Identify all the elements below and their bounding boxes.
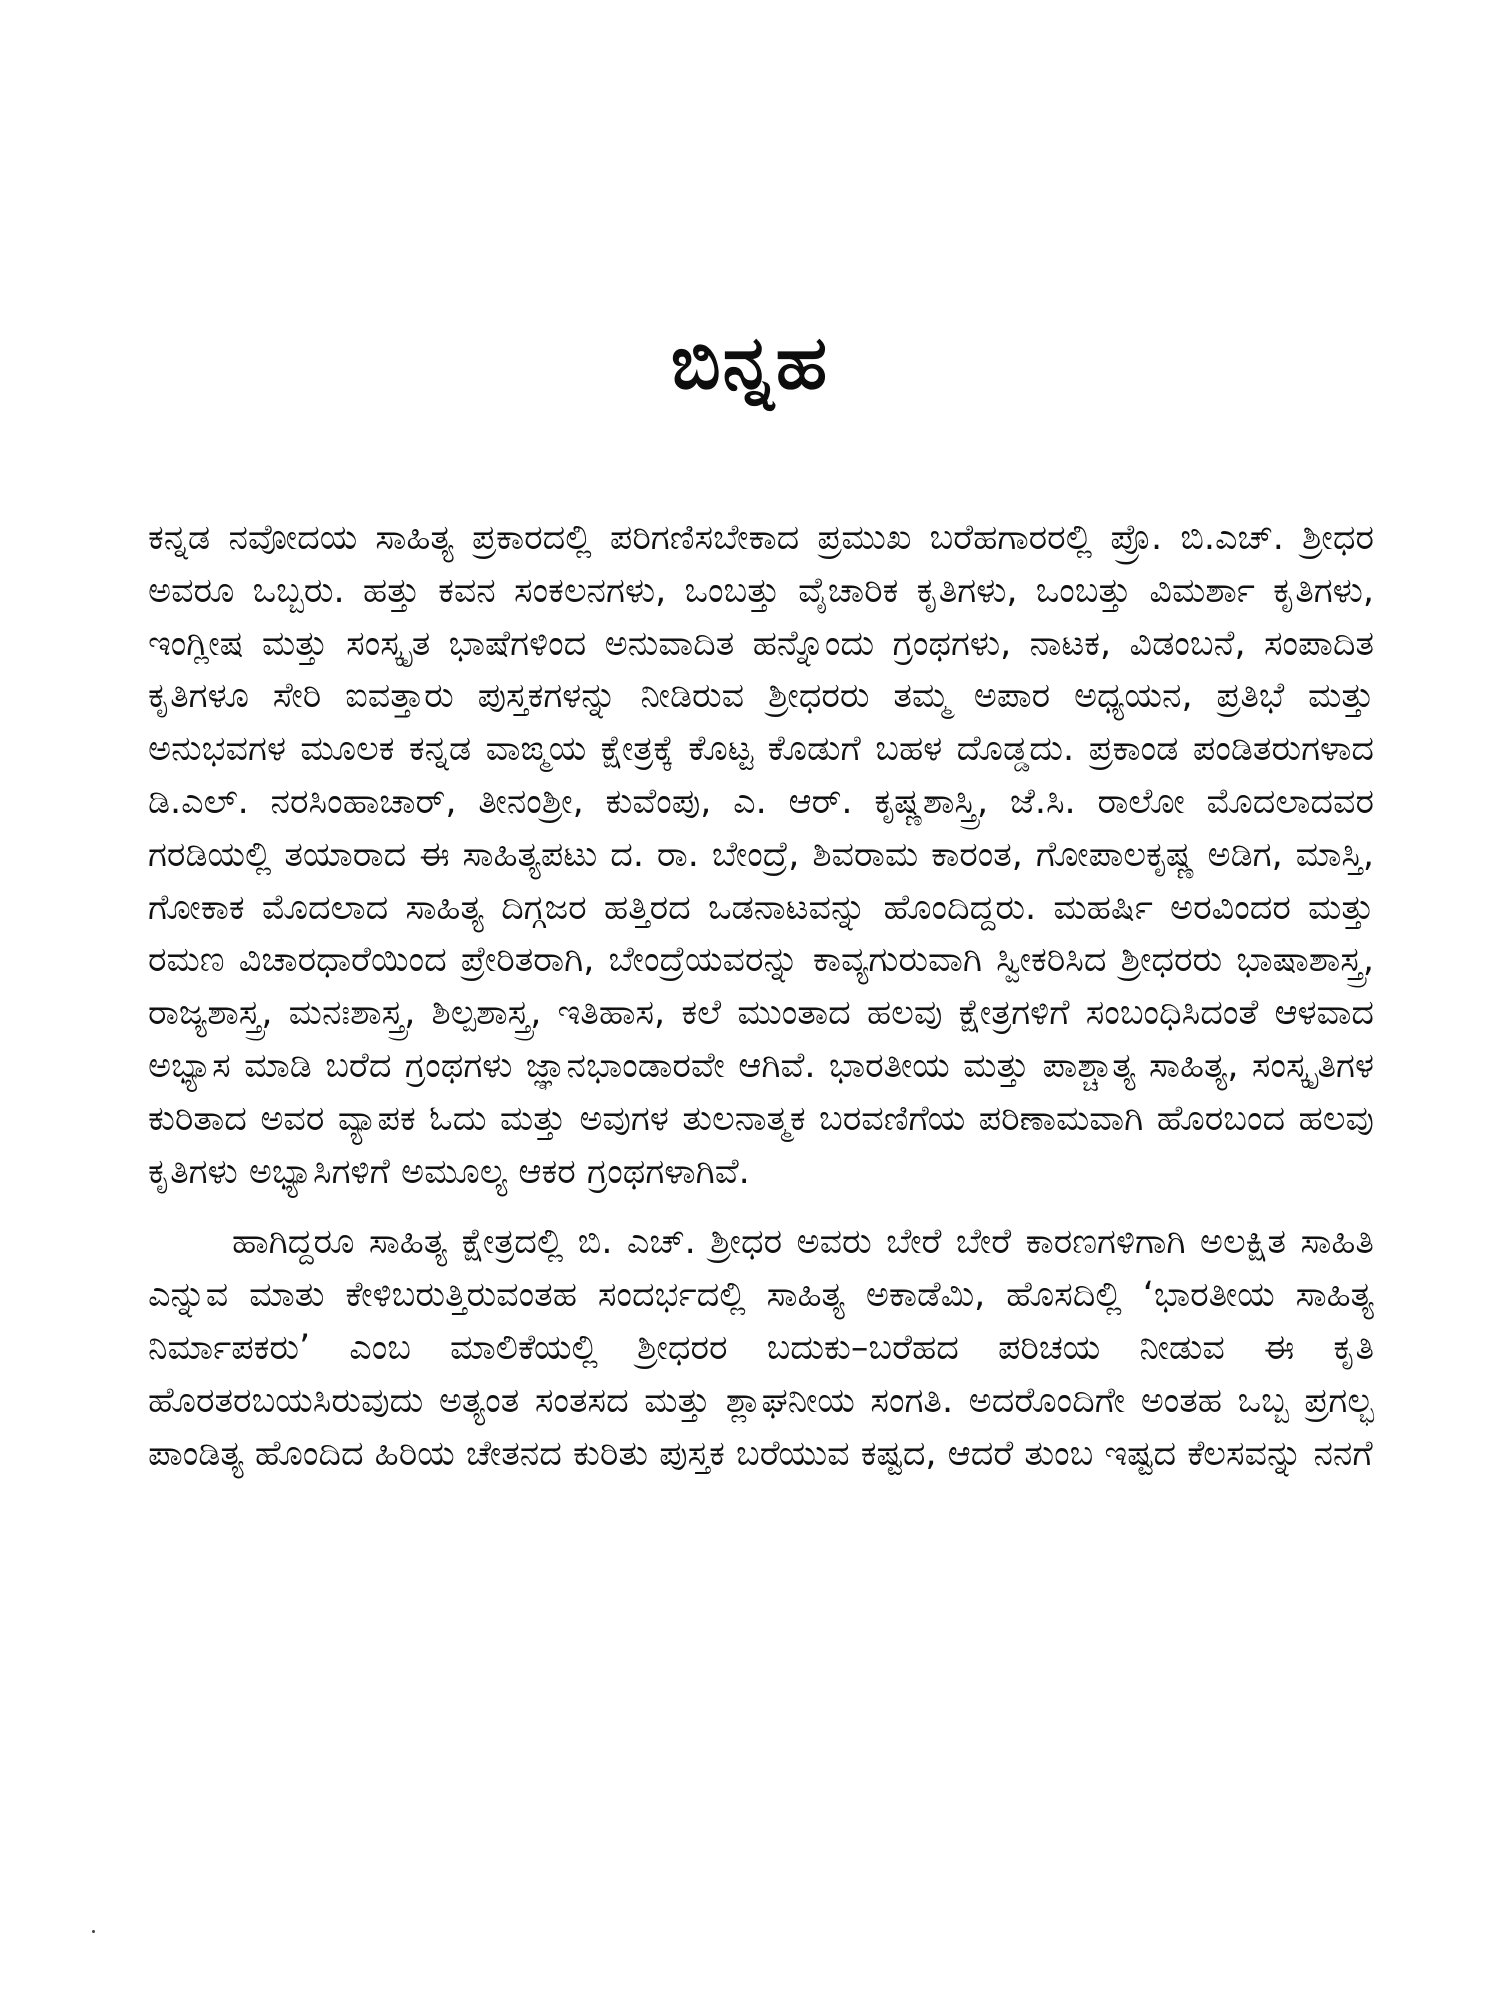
body-text [148,512,1374,1480]
page-title: ಬಿನ್ನಹ [670,320,830,406]
paragraph-1: ಕನ್ನಡ ನವೋದಯ ಸಾಹಿತ್ಯ ಪ್ರಕಾರದಲ್ಲಿ ಪರಿಗಣಿಸಬೇಕಾದ ಪ್ರಮುಖ ಬರೆಹಗಾರರಲ್ಲಿ ಪ್ರೊ. ಬಿ.ಎಚ್. ಶ್ರೀಧರ ಅವರೂ ಒಬ್ಬರು. ಹತ್ತು ಕವನ ಸಂಕಲನಗಳು, ಒಂಬತ್ತು ವೈಚಾರಿಕ ಕೃತಿಗಳು, ಒಂಬತ್ತು ವಿಮರ್ಶಾ ಕೃತಿಗಳು, ಇಂಗ್ಲೀಷ ಮತ್ತು ಸಂಸ್ಕೃತ ಭಾಷೆಗಳಿಂದ ಅನುವಾದಿತ ಹನ್ನೊಂದು ಗ್ರಂಥಗಳು, ನಾಟಕ, ವಿಡಂಬನೆ, ಸಂಪಾದಿತ ಕೃತಿಗಳೂ ಸೇರಿ ಐವತ್ತಾರು ಪುಸ್ತಕಗಳನ್ನು ನೀಡಿರುವ ಶ್ರೀಧರರು ತಮ್ಮ ಅಪಾರ ಅಧ್ಯಯನ, ಪ್ರತಿಭೆ ಮತ್ತು ಅನುಭವಗಳ ಮೂಲಕ ಕನ್ನಡ ವಾಙ್ಮಯ ಕ್ಷೇತ್ರಕ್ಕೆ ಕೊಟ್ಟ ಕೊಡುಗೆ ಬಹಳ ದೊಡ್ಡದು. ಪ್ರಕಾಂಡ ಪಂಡಿತರುಗಳಾದ ಡಿ.ಎಲ್. ನರಸಿಂಹಾಚಾರ್, ತೀನಂಶ್ರೀ, ಕುವೆಂಪು, ಎ. ಆರ್. ಕೃಷ್ಣಶಾಸ್ತ್ರಿ, ಜೆ.ಸಿ. ರಾಲೋ ಮೊದಲಾದವರ ಗರಡಿಯಲ್ಲಿ ತಯಾರಾದ ಈ ಸಾಹಿತ್ಯಪಟು ದ. ರಾ. ಬೇಂದ್ರೆ, ಶಿವರಾಮ ಕಾರಂತ, ಗೋಪಾಲಕೃಷ್ಣ ಅಡಿಗ, ಮಾಸ್ತಿ, ಗೋಕಾಕ ಮೊದಲಾದ ಸಾಹಿತ್ಯ ದಿಗ್ಗಜರ ಹತ್ತಿರದ ಒಡನಾಟವನ್ನು ಹೊಂದಿದ್ದರು. ಮಹರ್ಷಿ ಅರವಿಂದರ ಮತ್ತು ರಮಣ ವಿಚಾರಧಾರೆಯಿಂದ ಪ್ರೇರಿತರಾಗಿ, ಬೇಂದ್ರೆಯವರನ್ನು ಕಾವ್ಯಗುರುವಾಗಿ ಸ್ವೀಕರಿಸಿದ ಶ್ರೀಧರರು ಭಾಷಾಶಾಸ್ತ್ರ, ರಾಜ್ಯಶಾಸ್ತ್ರ, ಮನಃಶಾಸ್ತ್ರ, ಶಿಲ್ಪಶಾಸ್ತ್ರ, ಇತಿಹಾಸ, ಕಲೆ ಮುಂತಾದ ಹಲವು ಕ್ಷೇತ್ರಗಳಿಗೆ ಸಂಬಂಧಿಸಿದಂತೆ ಆಳವಾದ ಅಭ್ಯಾಸ ಮಾಡಿ ಬರೆದ ಗ್ರಂಥಗಳು ಜ್ಞಾನಭಾಂಡಾರವೇ ಆಗಿವೆ. ಭಾರತೀಯ ಮತ್ತು ಪಾಶ್ಚಾತ್ಯ ಸಾಹಿತ್ಯ, ಸಂಸ್ಕೃತಿಗಳ ಕುರಿತಾದ ಅವರ ವ್ಯಾಪಕ ಓದು ಮತ್ತು ಅವುಗಳ ತುಲನಾತ್ಮಕ ಬರವಣಿಗೆಯ ಪರಿಣಾಮವಾಗಿ ಹೊರಬಂದ ಹಲವು ಕೃತಿಗಳು ಅಭ್ಯಾಸಿಗಳಿಗೆ ಅಮೂಲ್ಯ ಆಕರ ಗ್ರಂಥಗಳಾಗಿವೆ. [148,518,1374,1192]
scan-speck [92,1930,95,1933]
paragraph-2: ಹಾಗಿದ್ದರೂ ಸಾಹಿತ್ಯ ಕ್ಷೇತ್ರದಲ್ಲಿ ಬಿ. ಎಚ್. ಶ್ರೀಧರ ಅವರು ಬೇರೆ ಬೇರೆ ಕಾರಣಗಳಿಗಾಗಿ ಅಲಕ್ಷಿತ ಸಾಹಿತಿ ಎನ್ನುವ ಮಾತು ಕೇಳಿಬರುತ್ತಿರುವಂತಹ ಸಂದರ್ಭದಲ್ಲಿ ಸಾಹಿತ್ಯ ಅಕಾಡೆಮಿ, ಹೊಸದಿಲ್ಲಿ ‘ಭಾರತೀಯ ಸಾಹಿತ್ಯ ನಿರ್ಮಾಪಕರು’ ಎಂಬ ಮಾಲಿಕೆಯಲ್ಲಿ ಶ್ರೀಧರರ ಬದುಕು–ಬರೆಹದ ಪರಿಚಯ ನೀಡುವ ಈ ಕೃತಿ ಹೊರತರಬಯಸಿರುವುದು ಅತ್ಯಂತ ಸಂತಸದ ಮತ್ತು ಶ್ಲಾಘನೀಯ ಸಂಗತಿ. ಅದರೊಂದಿಗೇ ಅಂತಹ ಒಬ್ಬ ಪ್ರಗಲ್ಭ ಪಾಂಡಿತ್ಯ ಹೊಂದಿದ ಹಿರಿಯ ಚೇತನದ ಕುರಿತು ಪುಸ್ತಕ ಬರೆಯುವ ಕಷ್ಟದ, ಆದರೆ ತುಂಬ ಇಷ್ಟದ ಕೆಲಸವನ್ನು ನನಗೆ [148,1222,1374,1474]
